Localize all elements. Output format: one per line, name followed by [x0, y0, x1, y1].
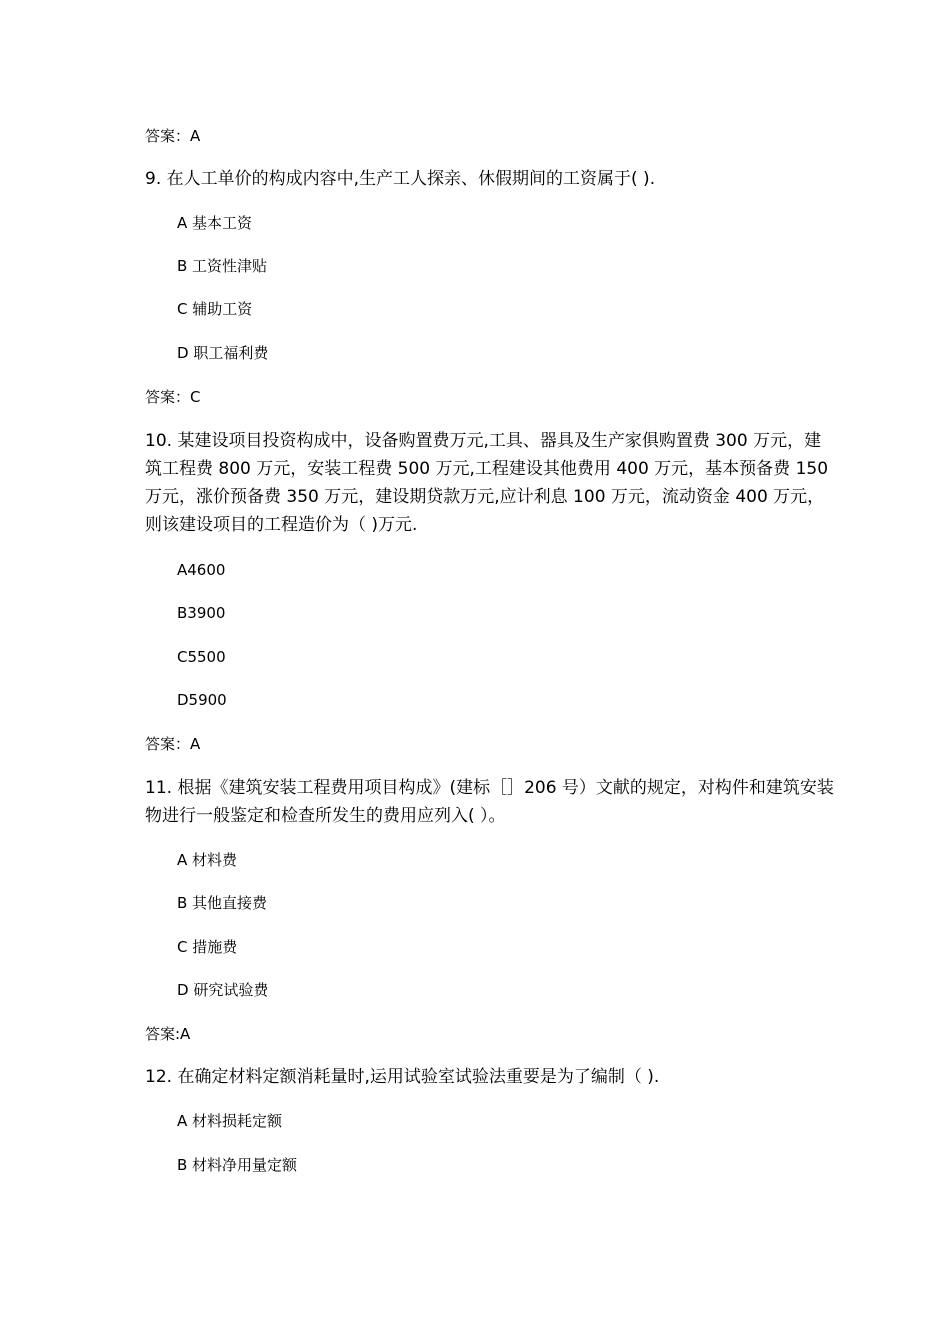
option-b: B 材料净用量定额: [177, 1156, 298, 1174]
question-11: 11. 根据《建筑安装工程费用项目构成》(建标［］206 号）文献的规定，对构件和建筑安装物进行一般鉴定和检查所发生的费用应列入( ）。: [145, 778, 834, 826]
option-a: A 材料费: [177, 851, 238, 869]
question-12: 12. 在确定材料定额消耗量时,运用试验室试验法重要是为了编制（ ).: [145, 1067, 660, 1087]
question-10: 10. 某建设项目投资构成中，设备购置费万元,工具、器具及生产家俱购置费 300 万元，建筑工程费 800 万元，安装工程费 500 万元,工程建设其他费用 400 万元，基本预备费 150 万元，涨价预备费 350 万元，建设期贷款万元,应计利息 100 万元，流动资金 400 万元，则该建设项目的工程造价为（ )万元.: [145, 431, 829, 535]
option-a: A4600: [177, 561, 226, 579]
question-9: 9. 在人工单价的构成内容中,生产工人探亲、休假期间的工资属于( ).: [145, 169, 656, 189]
option-c: C5500: [177, 648, 226, 666]
answer-line: 答案：A: [145, 127, 201, 145]
option-d: D 研究试验费: [177, 981, 269, 999]
answer-line: 答案:A: [145, 1025, 191, 1043]
answer-line: 答案：C: [145, 388, 201, 406]
option-b: B3900: [177, 604, 226, 622]
option-d: D5900: [177, 691, 227, 709]
option-b: B 工资性津贴: [177, 257, 268, 275]
option-c: C 辅助工资: [177, 300, 253, 318]
option-c: C 措施费: [177, 938, 238, 956]
option-a: A 材料损耗定额: [177, 1112, 283, 1130]
option-a: A 基本工资: [177, 214, 253, 232]
option-d: D 职工福利费: [177, 344, 269, 362]
option-b: B 其他直接费: [177, 894, 268, 912]
answer-line: 答案：A: [145, 735, 201, 753]
